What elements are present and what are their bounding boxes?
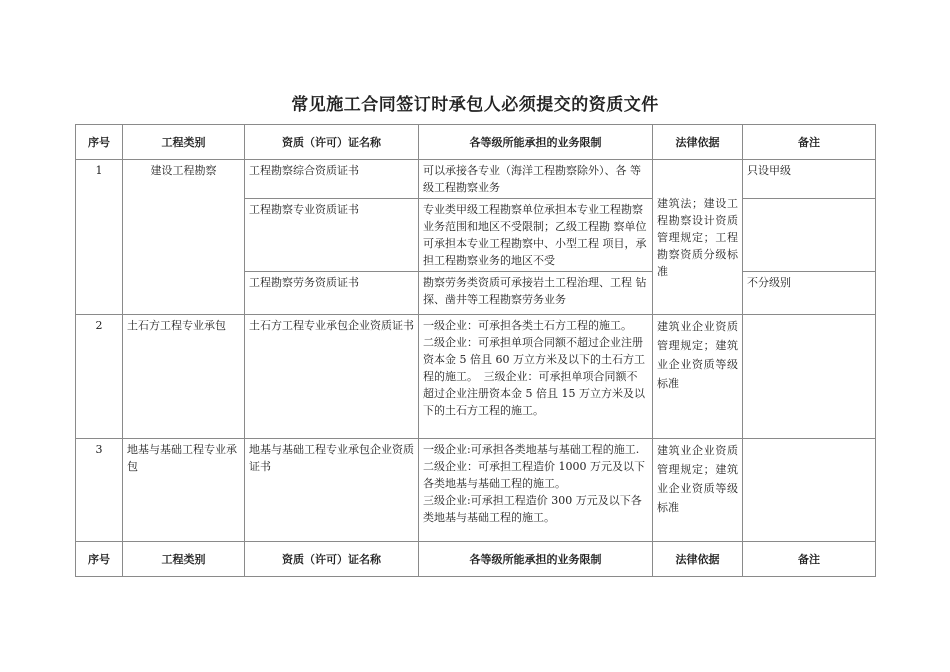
cert-scope: 可以承接各专业（海洋工程勘察除外）、各 等级工程勘察业务 (419, 160, 653, 199)
table-footer-header-row (76, 542, 876, 577)
header-scope: 各等级所能承担的业务限制 (419, 125, 653, 160)
scope-paragraph: 一级企业:可承担各类地基与基础工程的施工. 二级企业：可承担工程造价 1000 万元及以下各类地基与基础工程的施工。 (423, 443, 645, 490)
row-law: 建筑业企业资质管理规定；建筑业企业资质等级标准 (653, 315, 743, 439)
row-category: 建设工程勘察 (123, 160, 245, 315)
header-category: 工程类别 (123, 542, 245, 577)
cert-scope (419, 439, 653, 542)
scope-paragraph: 三级企业:可承担工程造价 300 万元及以下各类地基与基础工程的施工。 (423, 494, 642, 524)
row-law: 建筑法；建设工程勘察设计资质管理规定；工程勘察资质分级标准 (653, 160, 743, 315)
row-no: 3 (76, 439, 123, 542)
row-no: 1 (76, 160, 123, 315)
row-category: 地基与基础工程专业承包 (123, 439, 245, 542)
row-no: 2 (76, 315, 123, 439)
cert-name: 工程勘察劳务资质证书 (245, 272, 419, 315)
header-no: 序号 (76, 542, 123, 577)
row-category: 土石方工程专业承包 (123, 315, 245, 439)
cert-scope: 勘察劳务类资质可承接岩土工程治理、工程 钻探、凿井等工程勘察劳务业务 (419, 272, 653, 315)
header-law: 法律依据 (653, 542, 743, 577)
header-note: 备注 (743, 542, 876, 577)
cert-note (743, 439, 876, 542)
table-row (76, 315, 876, 439)
cert-scope: 一级企业：可承担各类土石方工程的施工。 二级企业：可承担单项合同额不超过企业注册资本金 5 倍且 60 万立方米及以下的土石方工程的施工。 三级企业：可承担单项合同额不超过企业注册资本金 5 倍且 15 万立方米及以下的土石方工程的施工。 (419, 315, 653, 439)
cert-name: 地基与基础工程专业承包企业资质证书 (245, 439, 419, 542)
cert-name: 工程勘察综合资质证书 (245, 160, 419, 199)
header-cert-name: 资质（许可）证名称 (245, 542, 419, 577)
cert-note: 只设甲级 (743, 160, 876, 199)
page-title: 常见施工合同签订时承包人必须提交的资质文件 (291, 95, 659, 115)
header-law: 法律依据 (653, 125, 743, 160)
header-cert-name: 资质（许可）证名称 (245, 125, 419, 160)
table-row (76, 439, 876, 542)
qualification-table (75, 124, 876, 577)
header-category: 工程类别 (123, 125, 245, 160)
row-law: 建筑业企业资质管理规定；建筑业企业资质等级标准 (653, 439, 743, 542)
cert-scope: 专业类甲级工程勘察单位承担本专业工程勘察业务范围和地区不受限制；乙级工程勘 察单位可承担本专业工程勘察中、小型工程 项目，承担工程勘察业务的地区不受 (419, 199, 653, 272)
header-note: 备注 (743, 125, 876, 160)
cert-note: 不分级别 (743, 272, 876, 315)
cert-note (743, 199, 876, 272)
table-row (76, 160, 876, 199)
header-scope: 各等级所能承担的业务限制 (419, 542, 653, 577)
header-no: 序号 (76, 125, 123, 160)
cert-name: 土石方工程专业承包企业资质证书 (245, 315, 419, 439)
cert-name: 工程勘察专业资质证书 (245, 199, 419, 272)
table-header-row (76, 125, 876, 160)
cert-note (743, 315, 876, 439)
